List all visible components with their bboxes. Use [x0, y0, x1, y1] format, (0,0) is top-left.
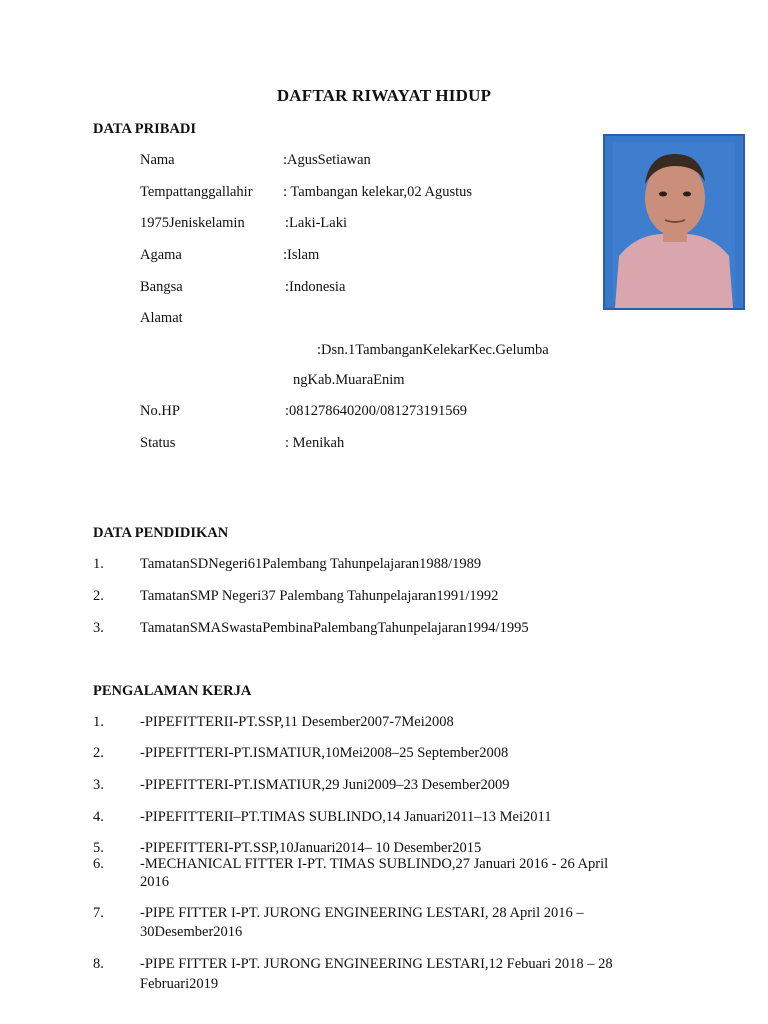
work-num-3: 3. [93, 777, 104, 793]
phone-label: No.HP [140, 403, 180, 419]
education-heading: DATA PENDIDIKAN [93, 525, 229, 541]
work-item-3: -PIPEFITTERI-PT.ISMATIUR,29 Juni2009–23 Desember2009 [140, 777, 510, 793]
profile-photo [603, 134, 745, 310]
work-item-7: -PIPE FITTER I-PT. JURONG ENGINEERING LESTARI, 28 April 2016 – [140, 905, 584, 921]
name-value: :AgusSetiawan [283, 152, 371, 168]
education-num-3: 3. [93, 620, 104, 636]
work-num-4: 4. [93, 809, 104, 825]
nationality-label: Bangsa [140, 279, 183, 295]
work-num-5: 5. [93, 840, 104, 856]
work-heading: PENGALAMAN KERJA [93, 683, 252, 699]
document-title: DAFTAR RIWAYAT HIDUP [276, 86, 492, 105]
work-item-6-cont: 2016 [140, 874, 169, 890]
gender-label: 1975Jeniskelamin [140, 215, 245, 231]
education-item-3: TamatanSMASwastaPembinaPalembangTahunpelajaran1994/1995 [140, 620, 529, 636]
address-line-2: ngKab.MuaraEnim [293, 372, 405, 388]
nationality-value: :Indonesia [285, 279, 346, 295]
personal-data-heading: DATA PRIBADI [93, 121, 196, 137]
portrait-image [605, 136, 743, 308]
work-item-8-cont: Februari2019 [140, 976, 219, 992]
status-value: : Menikah [285, 435, 345, 451]
work-item-1: -PIPEFITTERII-PT.SSP,11 Desember2007-7Mei2008 [140, 714, 454, 730]
work-num-1: 1. [93, 714, 104, 730]
work-num-2: 2. [93, 745, 104, 761]
phone-value: :081278640200/081273191569 [285, 403, 468, 419]
name-label: Nama [140, 152, 175, 168]
education-num-2: 2. [93, 588, 104, 604]
work-item-2: -PIPEFITTERI-PT.ISMATIUR,10Mei2008–25 September2008 [140, 745, 509, 761]
work-num-6: 6. [93, 856, 104, 872]
work-item-5: -PIPEFITTERI-PT.SSP,10Januari2014– 10 Desember2015 [140, 840, 482, 856]
education-item-2: TamatanSMP Negeri37 Palembang Tahunpelajaran1991/1992 [140, 588, 499, 604]
work-item-8: -PIPE FITTER I-PT. JURONG ENGINEERING LESTARI,12 Febuari 2018 – 28 [140, 956, 613, 972]
gender-value: :Laki-Laki [285, 215, 348, 231]
work-item-4: -PIPEFITTERII–PT.TIMAS SUBLINDO,14 Januari2011–13 Mei2011 [140, 809, 552, 825]
work-item-6: -MECHANICAL FITTER I-PT. TIMAS SUBLINDO,27 Januari 2016 - 26 April [140, 856, 609, 872]
address-label: Alamat [140, 310, 183, 326]
shirt-shape [615, 234, 733, 308]
religion-value: :Islam [283, 247, 320, 263]
address-line-1: :Dsn.1TambanganKelekarKec.Gelumba [317, 342, 549, 358]
work-item-7-cont: 30Desember2016 [140, 924, 243, 940]
religion-label: Agama [140, 247, 182, 263]
birth-value: : Tambangan kelekar,02 Agustus [283, 184, 473, 200]
birth-label: Tempattanggallahir [140, 184, 253, 200]
education-item-1: TamatanSDNegeri61Palembang Tahunpelajaran1988/1989 [140, 556, 482, 572]
status-label: Status [140, 435, 176, 451]
education-num-1: 1. [93, 556, 104, 572]
work-num-7: 7. [93, 905, 104, 921]
work-num-8: 8. [93, 956, 104, 972]
